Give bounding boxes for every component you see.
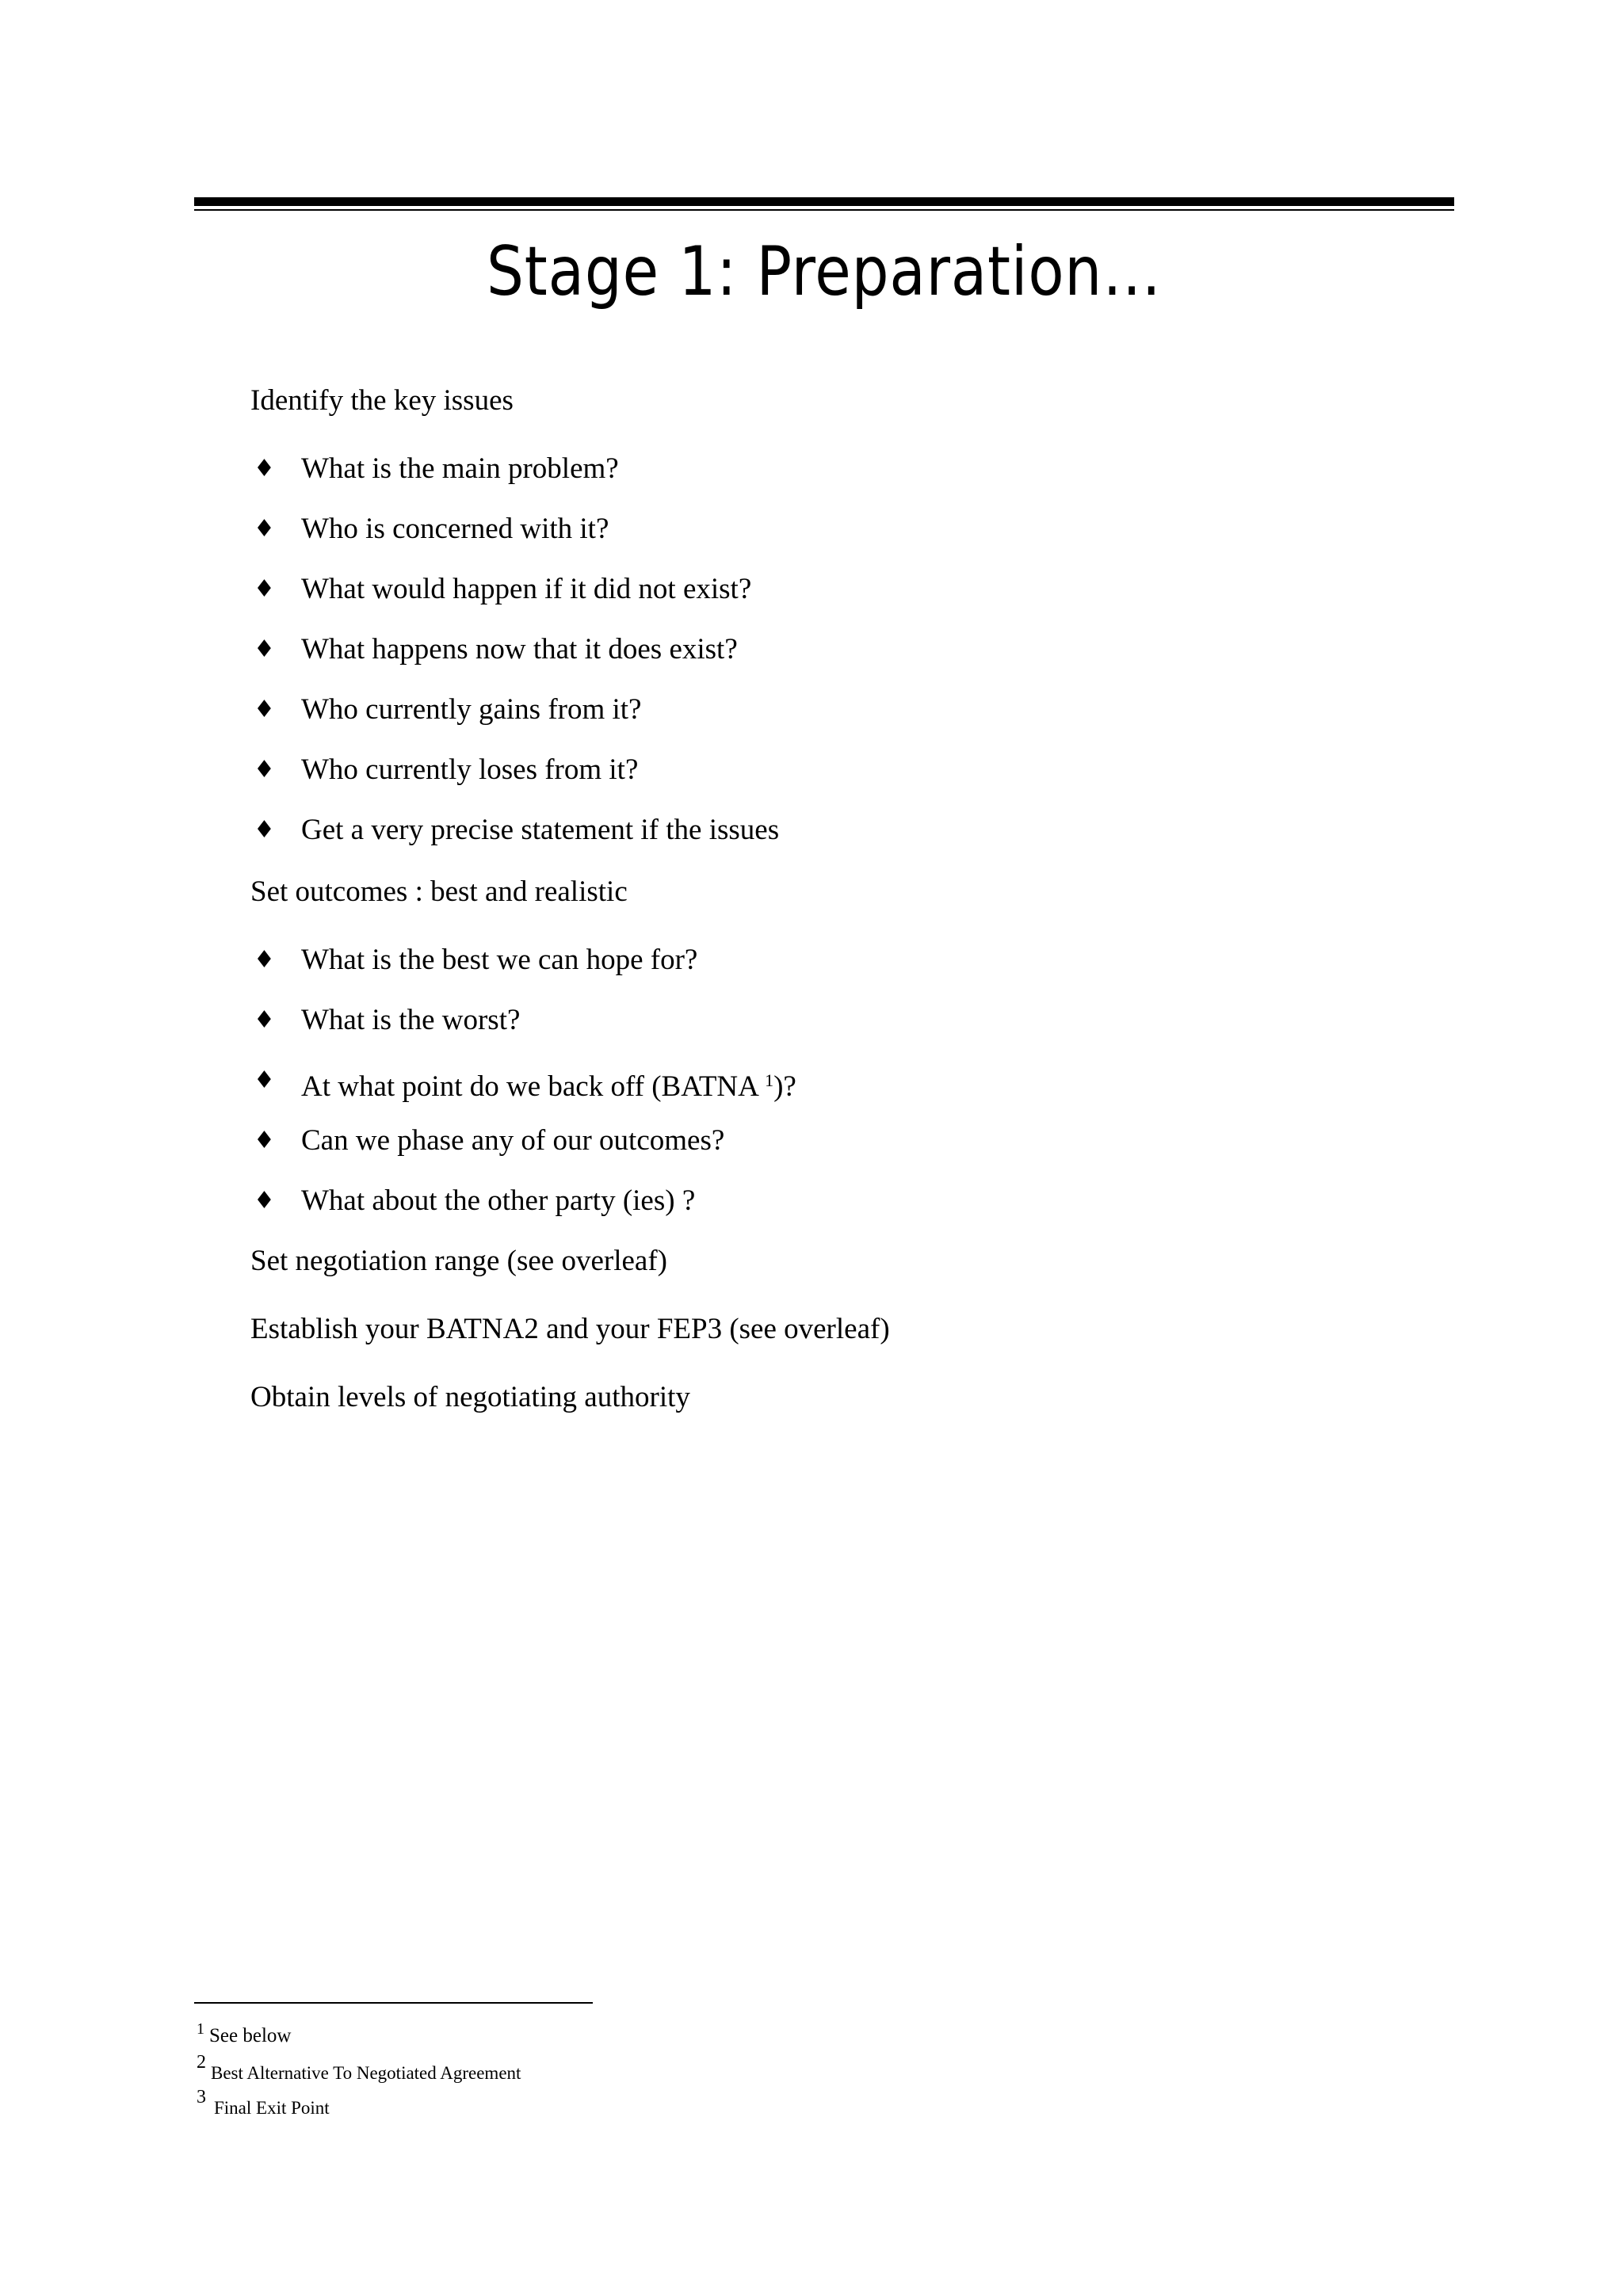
footnote-text: Best Alternative To Negotiated Agreement	[211, 2063, 521, 2083]
footnote-number: 1	[197, 2020, 204, 2038]
diamond-bullet-icon: ♦	[254, 1187, 275, 1215]
footnote-ref: 1	[765, 1070, 774, 1090]
diamond-bullet-icon: ♦	[254, 1127, 275, 1154]
batna-question-text: At what point do we back off (BATNA	[301, 1070, 766, 1103]
page-title: Stage 1: Preparation…	[487, 232, 1162, 311]
negotiation-range-line: Set negotiation range (see overleaf)	[250, 1245, 667, 1277]
list-item-text: Who is concerned with it?	[301, 513, 609, 545]
list-item-text: What about the other party (ies) ?	[301, 1184, 696, 1217]
list-item-text: Who currently gains from it?	[301, 693, 642, 726]
footnote-separator	[194, 2002, 593, 2004]
diamond-bullet-icon: ♦	[254, 1006, 275, 1034]
diamond-bullet-icon: ♦	[254, 946, 275, 974]
section-heading-key-issues: Identify the key issues	[250, 384, 514, 417]
footnote-text: See below	[209, 2025, 292, 2046]
list-item-text: Who currently loses from it?	[301, 753, 639, 786]
footnote	[197, 2050, 521, 2085]
diamond-bullet-icon: ♦	[254, 756, 275, 784]
diamond-bullet-icon: ♦	[254, 575, 275, 603]
batna-fep-line: Establish your BATNA2 and your FEP3 (see overleaf)	[250, 1313, 890, 1345]
list-item-text: What happens now that it does exist?	[301, 633, 738, 666]
footnote-number: 3	[197, 2087, 206, 2107]
list-item-text: What is the worst?	[301, 1004, 521, 1036]
authority-line: Obtain levels of negotiating authority	[250, 1381, 690, 1413]
diamond-bullet-icon: ♦	[254, 515, 275, 543]
diamond-bullet-icon: ♦	[254, 816, 275, 844]
diamond-bullet-icon: ♦	[254, 1066, 275, 1094]
list-item-text: Can we phase any of our outcomes?	[301, 1124, 725, 1157]
footnote	[197, 2085, 330, 2120]
header-rule-thick	[194, 197, 1454, 206]
header-rule-thin	[194, 209, 1454, 211]
diamond-bullet-icon: ♦	[254, 455, 275, 482]
list-item-text: What is the main problem?	[301, 452, 619, 485]
diamond-bullet-icon: ♦	[254, 696, 275, 723]
section-heading-outcomes: Set outcomes : best and realistic	[250, 875, 628, 908]
list-item-text: Get a very precise statement if the issues	[301, 814, 780, 846]
footnote-text: Final Exit Point	[214, 2098, 330, 2118]
list-item-text: What is the best we can hope for?	[301, 944, 698, 976]
batna-question-tail: )?	[773, 1070, 796, 1103]
footnote	[197, 2017, 291, 2048]
footnote-number: 2	[197, 2052, 206, 2073]
list-item-text: What would happen if it did not exist?	[301, 573, 752, 605]
diamond-bullet-icon: ♦	[254, 635, 275, 663]
list-item-text	[301, 1063, 796, 1104]
